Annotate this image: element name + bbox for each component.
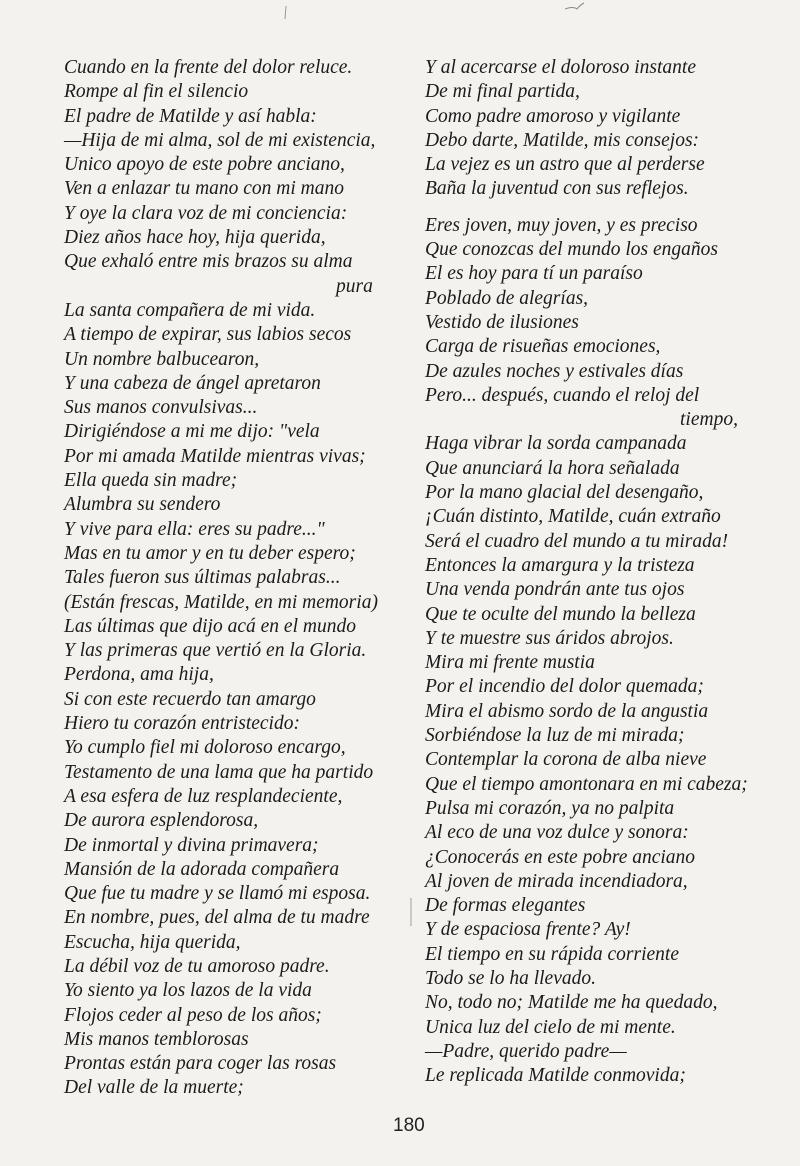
poem-line: Que fue tu madre y se llamó mi esposa. [64, 883, 371, 905]
poem-line: De inmortal y divina primavera; [64, 834, 319, 856]
poem-line: Baña la juventud con sus reflejos. [425, 178, 689, 200]
poem-line: Mas en tu amor y en tu deber espero; [64, 542, 356, 564]
poem-line: De mi final partida, [425, 81, 580, 103]
poem-line: En nombre, pues, del alma de tu madre [64, 907, 370, 929]
column-margin-mark [410, 898, 412, 926]
poem-line: Y vive para ella: eres su padre..." [64, 518, 325, 540]
poem-line: Si con este recuerdo tan amargo [64, 688, 316, 710]
poem-line: —Padre, querido padre— [425, 1040, 627, 1062]
poem-line: A esa esfera de luz resplandeciente, [64, 785, 343, 807]
poem-line: Ven a enlazar tu mano con mi mano [64, 178, 345, 200]
poem-left-column [64, 56, 409, 1101]
poem-line: Que el tiempo amontonara en mi cabeza; [425, 773, 748, 795]
poem-line: Escucha, hija querida, [64, 931, 241, 953]
poem-line: Carga de risueñas emociones, [425, 336, 661, 358]
poem-line: Vestido de ilusiones [425, 311, 579, 333]
poem-line: Diez años hace hoy, hija querida, [64, 227, 326, 249]
poem-line: Contemplar la corona de alba nieve [425, 749, 707, 771]
poem-line: Y las primeras que vertió en la Gloria. [64, 640, 367, 662]
poem-line: No, todo no; Matilde me ha quedado, [425, 992, 718, 1014]
poem-line: Y oye la clara voz de mi conciencia: [64, 202, 348, 224]
poem-line: De aurora esplendorosa, [64, 810, 259, 832]
poem-line: Ella queda sin madre; [64, 470, 238, 492]
poem-line: Que conozcas del mundo los engaños [425, 239, 719, 261]
poem-line: Mansión de la adorada compañera [64, 858, 340, 880]
poem-line: Poblado de alegrías, [425, 287, 589, 309]
poem-line: De azules noches y estivales días [425, 360, 684, 382]
poem-line: A tiempo de expirar, sus labios secos [64, 324, 352, 346]
poem-line: Le replicada Matilde conmovida; [425, 1065, 686, 1087]
poem-right-column [425, 56, 785, 1088]
poem-line: Y al acercarse el doloroso instante [425, 57, 696, 78]
poem-line: Flojos ceder al peso de los años; [64, 1004, 322, 1026]
poem-line: Todo se lo ha llevado. [425, 967, 596, 989]
poem-line: Un nombre balbucearon, [64, 348, 260, 370]
poem-line: Unico apoyo de este pobre anciano, [64, 154, 345, 176]
poem-line: Perdona, ama hija, [64, 664, 214, 686]
poem-line: Y te muestre sus áridos abrojos. [425, 627, 674, 649]
ink-mark-top [284, 6, 288, 20]
poem-line: Una venda pondrán ante tus ojos [425, 579, 685, 601]
poem-line: Testamento de una lama que ha partido [64, 761, 374, 783]
poem-line: Mira el abismo sordo de la angustia [425, 700, 709, 722]
poem-line: Unica luz del cielo de mi mente. [425, 1016, 676, 1038]
poem-line: Por mi amada Matilde mientras vivas; [64, 445, 366, 467]
poem-line: Mira mi frente mustia [425, 652, 595, 674]
poem-line: El padre de Matilde y así habla: [64, 105, 317, 127]
poem-line: La santa compañera de mi vida. [64, 299, 316, 321]
poem-line: Tales fueron sus últimas palabras... [64, 567, 341, 589]
poem-line: Hiero tu corazón entristecido: [64, 713, 300, 735]
poem-line: Y una cabeza de ángel apretaron [64, 372, 321, 394]
poem-line: pura [336, 275, 373, 297]
poem-line: —Hija de mi alma, sol de mi existencia, [64, 129, 376, 151]
poem-line: Sorbiéndose la luz de mi mirada; [425, 725, 685, 747]
poem-line: (Están frescas, Matilde, en mi memoria) [64, 591, 378, 613]
ink-mark-top-right [565, 2, 585, 12]
poem-line: Haga vibrar la sorda campanada [425, 433, 687, 455]
poem-line: Será el cuadro del mundo a tu mirada! [425, 530, 729, 552]
poem-line: Cuando en la frente del dolor reluce. [64, 57, 353, 78]
poem-line: Rompe al fin el silencio [64, 81, 249, 103]
poem-line: Mis manos temblorosas [64, 1028, 249, 1050]
poem-line: Las últimas que dijo acá en el mundo [64, 615, 356, 637]
poem-line: Y de espaciosa frente? Ay! [425, 919, 631, 941]
poem-line: Que anunciará la hora señalada [425, 457, 680, 479]
poem-line: La débil voz de tu amoroso padre. [64, 955, 330, 977]
poem-line: Sus manos convulsivas... [64, 397, 258, 419]
poem-line: Debo darte, Matilde, mis consejos: [425, 129, 700, 151]
poem-line: Que exhaló entre mis brazos su alma [64, 251, 353, 273]
page-number: 180 [393, 1115, 425, 1136]
poem-line: Pero... después, cuando el reloj del [425, 384, 700, 406]
stanza-break [425, 202, 785, 214]
poem-line: Alumbra su sendero [64, 494, 221, 516]
poem-line: Al eco de una voz dulce y sonora: [425, 822, 689, 844]
poem-line: Por la mano glacial del desengaño, [425, 482, 704, 504]
poem-line: Prontas están para coger las rosas [64, 1053, 337, 1075]
poem-line: Que te oculte del mundo la belleza [425, 603, 696, 625]
poem-line: Yo siento ya los lazos de la vida [64, 980, 312, 1002]
poem-line: ¡Cuán distinto, Matilde, cuán extraño [425, 506, 721, 528]
poem-line: Entonces la amargura y la tristeza [425, 554, 695, 576]
poem-line: Por el incendio del dolor quemada; [425, 676, 704, 698]
poem-line: Como padre amoroso y vigilante [425, 105, 681, 127]
poem-line: El tiempo en su rápida corriente [425, 943, 680, 965]
poem-line: Al joven de mirada incendiadora, [425, 870, 688, 892]
poem-line: Dirigiéndose a mi me dijo: "vela [64, 421, 320, 443]
poem-line: El es hoy para tí un paraíso [425, 263, 643, 285]
poem-line: ¿Conocerás en este pobre anciano [425, 846, 696, 868]
poem-line: Del valle de la muerte; [64, 1077, 244, 1099]
poem-line: De formas elegantes [425, 895, 586, 917]
poem-line: Yo cumplo fiel mi doloroso encargo, [64, 737, 346, 759]
poem-line: La vejez es un astro que al perderse [425, 154, 705, 176]
poem-line: tiempo, [680, 409, 738, 431]
poem-line: Pulsa mi corazón, ya no palpita [425, 797, 675, 819]
poem-line: Eres joven, muy joven, y es preciso [425, 214, 698, 236]
